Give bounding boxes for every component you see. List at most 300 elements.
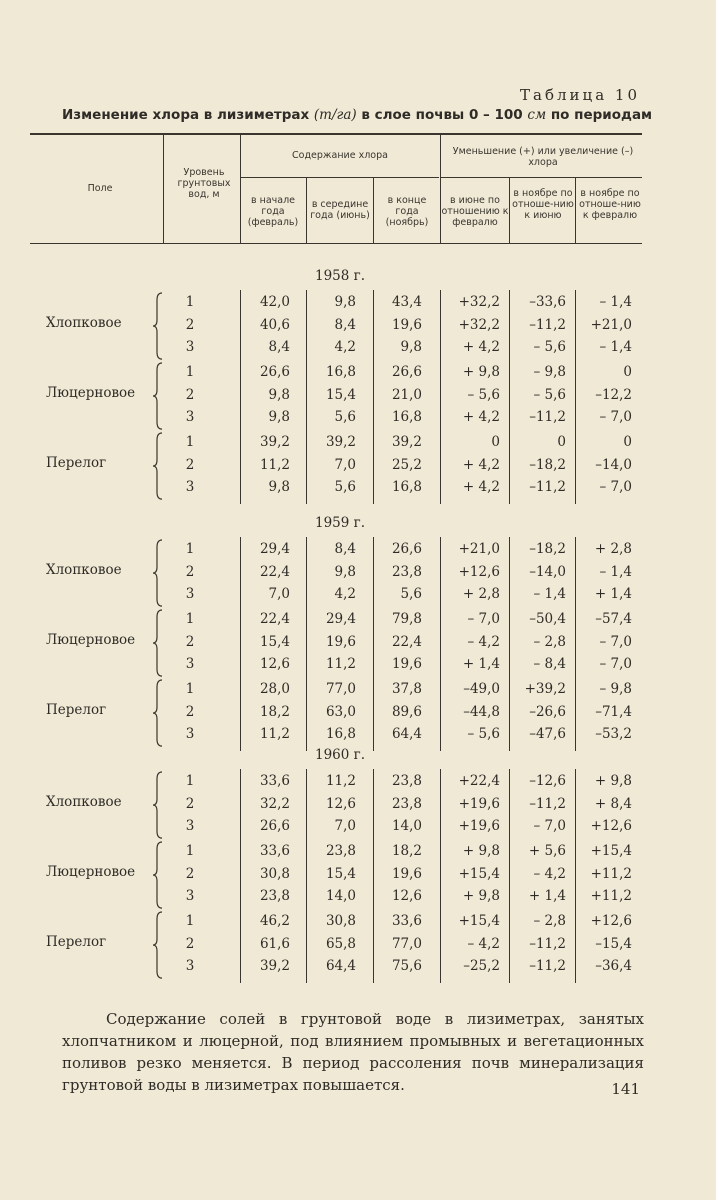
value-cell: –14,0 bbox=[595, 456, 632, 473]
value-cell: 39,2 bbox=[325, 434, 356, 450]
value-cell: 9,8 bbox=[268, 409, 290, 426]
value-cell: + 4,2 bbox=[462, 409, 500, 426]
value-cell: 40,6 bbox=[259, 316, 290, 333]
column-rule bbox=[440, 909, 441, 983]
value-cell: – 2,8 bbox=[533, 913, 566, 929]
value-cell: 12,6 bbox=[259, 656, 290, 673]
value-cell: + 8,4 bbox=[594, 795, 632, 812]
value-cell: – 5,6 bbox=[467, 726, 500, 743]
value-cell: 9,8 bbox=[268, 386, 290, 403]
column-rule bbox=[575, 909, 576, 983]
value-cell: 11,2 bbox=[259, 456, 290, 473]
value-cell: – 1,4 bbox=[599, 294, 632, 310]
value-cell: + 5,6 bbox=[528, 843, 566, 859]
value-cell: 22,4 bbox=[259, 563, 290, 580]
brace-path bbox=[153, 433, 162, 499]
column-rule bbox=[440, 607, 441, 681]
value-cell: +39,2 bbox=[524, 681, 566, 697]
column-rule bbox=[240, 909, 241, 983]
value-cell: –33,6 bbox=[529, 294, 566, 310]
brace-path bbox=[153, 842, 162, 908]
column-rule bbox=[509, 677, 510, 751]
value-cell: 4,2 bbox=[334, 586, 356, 603]
value-cell: – 4,2 bbox=[533, 865, 566, 882]
column-rule bbox=[509, 769, 510, 843]
value-cell: 9,8 bbox=[400, 339, 422, 356]
value-cell: 7,0 bbox=[334, 456, 356, 473]
value-cell: +11,2 bbox=[590, 865, 632, 882]
value-cell: 19,6 bbox=[391, 865, 422, 882]
brace-icon bbox=[152, 841, 162, 909]
value-cell: – 7,0 bbox=[599, 633, 632, 650]
header-nov-feb: в ноябре по отноше-нию к февралю bbox=[579, 188, 641, 221]
value-cell: 37,8 bbox=[391, 681, 422, 697]
value-cell: 43,4 bbox=[391, 294, 422, 310]
value-cell: –50,4 bbox=[529, 611, 566, 627]
value-cell: –26,6 bbox=[529, 703, 566, 720]
body-paragraph: Содержание солей в грунтовой воде в лизиметрах, занятых хлопчатником и люцерной, под влиянием промывных и вегетационных поливов резко меняется. В период рассоления почв минерализация грунтовой воды в лизиметрах повышается. bbox=[62, 1010, 644, 1094]
column-rule bbox=[306, 677, 307, 751]
value-cell: 63,0 bbox=[325, 703, 356, 720]
column-rule bbox=[440, 537, 441, 611]
value-cell: 61,6 bbox=[259, 935, 290, 952]
value-cell: –44,8 bbox=[463, 703, 500, 720]
level-cell: 3 bbox=[185, 888, 195, 905]
level-cell: 1 bbox=[185, 773, 195, 789]
brace-path bbox=[153, 610, 162, 676]
value-cell: – 4,2 bbox=[467, 935, 500, 952]
value-cell: 5,6 bbox=[334, 479, 356, 496]
header-level: Уровень грунтовых вод, м bbox=[177, 167, 231, 200]
value-cell: 14,0 bbox=[391, 818, 422, 835]
caption-unit-cm: см bbox=[527, 107, 547, 123]
value-cell: +32,2 bbox=[458, 294, 500, 310]
value-cell: 5,6 bbox=[400, 586, 422, 603]
level-cell: 3 bbox=[185, 409, 195, 426]
value-cell: – 1,4 bbox=[599, 339, 632, 356]
brace-path bbox=[153, 772, 162, 838]
column-rule bbox=[575, 360, 576, 434]
level-cell: 1 bbox=[185, 913, 195, 929]
column-rule bbox=[240, 769, 241, 843]
header-middle: в середине года (июнь) bbox=[310, 199, 370, 221]
value-cell: +15,4 bbox=[458, 913, 500, 929]
value-cell: 19,6 bbox=[325, 633, 356, 650]
header-divider bbox=[163, 134, 164, 243]
value-cell: 4,2 bbox=[334, 339, 356, 356]
value-cell: 77,0 bbox=[391, 935, 422, 952]
column-rule bbox=[373, 839, 374, 913]
value-cell: 8,4 bbox=[334, 541, 356, 557]
level-cell: 1 bbox=[185, 294, 195, 310]
column-rule bbox=[373, 607, 374, 681]
value-cell: 16,8 bbox=[325, 726, 356, 743]
value-cell: +32,2 bbox=[458, 316, 500, 333]
value-cell: –15,4 bbox=[595, 935, 632, 952]
value-cell: 23,8 bbox=[259, 888, 290, 905]
value-cell: 19,6 bbox=[391, 316, 422, 333]
value-cell: –36,4 bbox=[595, 958, 632, 975]
value-cell: 9,8 bbox=[334, 563, 356, 580]
value-cell: 0 bbox=[623, 364, 632, 380]
value-cell: + 9,8 bbox=[594, 773, 632, 789]
value-cell: + 2,8 bbox=[594, 541, 632, 557]
header-content: Содержание хлора bbox=[292, 150, 388, 161]
field-name: Хлопковое bbox=[46, 561, 122, 578]
level-cell: 2 bbox=[185, 456, 195, 473]
value-cell: 22,4 bbox=[259, 611, 290, 627]
field-name: Люцерновое bbox=[46, 384, 136, 401]
value-cell: 65,8 bbox=[325, 935, 356, 952]
level-cell: 3 bbox=[185, 339, 195, 356]
value-cell: –47,6 bbox=[529, 726, 566, 743]
column-rule bbox=[306, 430, 307, 504]
brace-icon bbox=[152, 771, 162, 839]
value-cell: + 1,4 bbox=[594, 586, 632, 603]
brace-path bbox=[153, 912, 162, 978]
value-cell: 28,0 bbox=[259, 681, 290, 697]
header-divider bbox=[575, 178, 576, 243]
value-cell: 12,6 bbox=[325, 795, 356, 812]
value-cell: 11,2 bbox=[259, 726, 290, 743]
change-subheader-rule bbox=[441, 177, 642, 178]
level-cell: 1 bbox=[185, 541, 195, 557]
column-rule bbox=[440, 290, 441, 364]
value-cell: – 7,0 bbox=[599, 656, 632, 673]
column-rule bbox=[373, 769, 374, 843]
value-cell: 15,4 bbox=[325, 386, 356, 403]
column-rule bbox=[440, 677, 441, 751]
level-cell: 3 bbox=[185, 586, 195, 603]
value-cell: 0 bbox=[557, 434, 566, 450]
value-cell: – 9,8 bbox=[599, 681, 632, 697]
level-cell: 2 bbox=[185, 795, 195, 812]
column-rule bbox=[240, 360, 241, 434]
value-cell: 23,8 bbox=[391, 795, 422, 812]
brace-path bbox=[153, 363, 162, 429]
value-cell: 75,6 bbox=[391, 958, 422, 975]
value-cell: +12,6 bbox=[458, 563, 500, 580]
value-cell: –57,4 bbox=[595, 611, 632, 627]
value-cell: 39,2 bbox=[391, 434, 422, 450]
value-cell: 77,0 bbox=[325, 681, 356, 697]
value-cell: – 8,4 bbox=[533, 656, 566, 673]
level-cell: 2 bbox=[185, 563, 195, 580]
column-rule bbox=[240, 607, 241, 681]
value-cell: –11,2 bbox=[529, 795, 566, 812]
header-field: Поле bbox=[87, 183, 113, 194]
level-cell: 3 bbox=[185, 479, 195, 496]
value-cell: 19,6 bbox=[391, 656, 422, 673]
value-cell: 8,4 bbox=[268, 339, 290, 356]
field-name: Хлопковое bbox=[46, 793, 122, 810]
column-rule bbox=[373, 909, 374, 983]
value-cell: + 4,2 bbox=[462, 479, 500, 496]
field-name: Перелог bbox=[46, 701, 107, 718]
value-cell: 29,4 bbox=[325, 611, 356, 627]
value-cell: – 1,4 bbox=[599, 563, 632, 580]
value-cell: 22,4 bbox=[391, 633, 422, 650]
column-rule bbox=[306, 839, 307, 913]
value-cell: 79,8 bbox=[391, 611, 422, 627]
value-cell: 26,6 bbox=[391, 364, 422, 380]
value-cell: – 7,0 bbox=[599, 479, 632, 496]
value-cell: +12,6 bbox=[590, 913, 632, 929]
column-rule bbox=[575, 839, 576, 913]
value-cell: –25,2 bbox=[463, 958, 500, 975]
value-cell: – 7,0 bbox=[467, 611, 500, 627]
caption-text-mid: в слое почвы 0 – 100 bbox=[361, 107, 523, 123]
brace-path bbox=[153, 540, 162, 606]
header-change: Уменьшение (+) или увеличение (–) хлора bbox=[452, 146, 634, 168]
value-cell: 0 bbox=[491, 434, 500, 450]
field-name: Люцерновое bbox=[46, 863, 136, 880]
level-cell: 1 bbox=[185, 364, 195, 380]
value-cell: 8,4 bbox=[334, 316, 356, 333]
value-cell: – 7,0 bbox=[599, 409, 632, 426]
value-cell: + 9,8 bbox=[462, 888, 500, 905]
value-cell: +19,6 bbox=[458, 795, 500, 812]
column-rule bbox=[575, 677, 576, 751]
header-divider bbox=[509, 178, 510, 243]
level-cell: 3 bbox=[185, 818, 195, 835]
value-cell: –18,2 bbox=[529, 456, 566, 473]
value-cell: –71,4 bbox=[595, 703, 632, 720]
value-cell: +21,0 bbox=[458, 541, 500, 557]
field-name: Перелог bbox=[46, 454, 107, 471]
header-start: в начале года (февраль) bbox=[247, 195, 299, 228]
year-heading: 1958 г. bbox=[314, 268, 365, 284]
value-cell: + 1,4 bbox=[462, 656, 500, 673]
column-rule bbox=[575, 537, 576, 611]
value-cell: –49,0 bbox=[463, 681, 500, 697]
column-rule bbox=[373, 290, 374, 364]
value-cell: 39,2 bbox=[259, 434, 290, 450]
value-cell: –12,2 bbox=[595, 386, 632, 403]
value-cell: –11,2 bbox=[529, 316, 566, 333]
value-cell: + 1,4 bbox=[528, 888, 566, 905]
level-cell: 1 bbox=[185, 611, 195, 627]
value-cell: 29,4 bbox=[259, 541, 290, 557]
value-cell: 46,2 bbox=[259, 913, 290, 929]
column-rule bbox=[306, 769, 307, 843]
value-cell: 18,2 bbox=[259, 703, 290, 720]
level-cell: 2 bbox=[185, 316, 195, 333]
value-cell: 5,6 bbox=[334, 409, 356, 426]
column-rule bbox=[373, 677, 374, 751]
value-cell: +12,6 bbox=[590, 818, 632, 835]
value-cell: 15,4 bbox=[325, 865, 356, 882]
value-cell: – 9,8 bbox=[533, 364, 566, 380]
column-rule bbox=[306, 607, 307, 681]
level-cell: 2 bbox=[185, 865, 195, 882]
column-rule bbox=[373, 430, 374, 504]
value-cell: – 1,4 bbox=[533, 586, 566, 603]
table-caption bbox=[62, 107, 662, 123]
column-rule bbox=[509, 909, 510, 983]
value-cell: 64,4 bbox=[391, 726, 422, 743]
value-cell: +11,2 bbox=[590, 888, 632, 905]
level-cell: 2 bbox=[185, 633, 195, 650]
value-cell: 12,6 bbox=[391, 888, 422, 905]
value-cell: 30,8 bbox=[259, 865, 290, 882]
value-cell: 9,8 bbox=[334, 294, 356, 310]
column-rule bbox=[306, 360, 307, 434]
column-rule bbox=[575, 430, 576, 504]
year-heading: 1959 г. bbox=[314, 515, 365, 531]
value-cell: 7,0 bbox=[334, 818, 356, 835]
header-divider bbox=[240, 134, 241, 243]
caption-unit: (т/га) bbox=[313, 107, 357, 123]
year-heading: 1960 г. bbox=[314, 747, 365, 763]
value-cell: + 4,2 bbox=[462, 456, 500, 473]
value-cell: 33,6 bbox=[259, 773, 290, 789]
header-nov-june: в ноябре по отноше-нию к июню bbox=[512, 188, 574, 221]
value-cell: 23,8 bbox=[391, 773, 422, 789]
value-cell: – 5,6 bbox=[533, 386, 566, 403]
column-rule bbox=[240, 677, 241, 751]
header-end: в конце года (ноябрь) bbox=[385, 195, 429, 228]
value-cell: 16,8 bbox=[391, 409, 422, 426]
column-rule bbox=[306, 537, 307, 611]
header-divider bbox=[373, 178, 374, 243]
value-cell: 30,8 bbox=[325, 913, 356, 929]
header-divider bbox=[306, 178, 307, 243]
level-cell: 1 bbox=[185, 843, 195, 859]
value-cell: 25,2 bbox=[391, 456, 422, 473]
value-cell: 15,4 bbox=[259, 633, 290, 650]
value-cell: –18,2 bbox=[529, 541, 566, 557]
brace-path bbox=[153, 293, 162, 359]
value-cell: +19,6 bbox=[458, 818, 500, 835]
field-name: Хлопковое bbox=[46, 314, 122, 331]
value-cell: 26,6 bbox=[259, 364, 290, 380]
value-cell: 33,6 bbox=[259, 843, 290, 859]
value-cell: +15,4 bbox=[458, 865, 500, 882]
value-cell: 26,6 bbox=[259, 818, 290, 835]
column-rule bbox=[509, 537, 510, 611]
value-cell: + 9,8 bbox=[462, 364, 500, 380]
content-subheader-rule bbox=[241, 177, 439, 178]
value-cell: +15,4 bbox=[590, 843, 632, 859]
column-rule bbox=[240, 290, 241, 364]
value-cell: 9,8 bbox=[268, 479, 290, 496]
level-cell: 3 bbox=[185, 726, 195, 743]
caption-text-end: по периодам bbox=[550, 107, 653, 123]
column-rule bbox=[440, 839, 441, 913]
value-cell: 23,8 bbox=[325, 843, 356, 859]
value-cell: 18,2 bbox=[391, 843, 422, 859]
page-number: 141 bbox=[611, 1080, 640, 1098]
value-cell: –11,2 bbox=[529, 479, 566, 496]
table-number: Таблица 10 bbox=[520, 86, 640, 104]
value-cell: –11,2 bbox=[529, 409, 566, 426]
column-rule bbox=[440, 769, 441, 843]
value-cell: 64,4 bbox=[325, 958, 356, 975]
value-cell: + 2,8 bbox=[462, 586, 500, 603]
column-rule bbox=[306, 290, 307, 364]
column-rule bbox=[440, 430, 441, 504]
column-rule bbox=[440, 360, 441, 434]
value-cell: 0 bbox=[623, 434, 632, 450]
value-cell: 23,8 bbox=[391, 563, 422, 580]
level-cell: 1 bbox=[185, 681, 195, 697]
column-rule bbox=[509, 839, 510, 913]
brace-icon bbox=[152, 911, 162, 979]
level-cell: 1 bbox=[185, 434, 195, 450]
field-name: Перелог bbox=[46, 933, 107, 950]
level-cell: 2 bbox=[185, 386, 195, 403]
caption-text-start: Изменение хлора в лизиметрах bbox=[62, 107, 310, 123]
column-rule bbox=[509, 360, 510, 434]
value-cell: 11,2 bbox=[325, 656, 356, 673]
brace-icon bbox=[152, 432, 162, 500]
value-cell: +21,0 bbox=[590, 316, 632, 333]
header-june-feb: в июне по отношению к февралю bbox=[441, 195, 509, 228]
column-rule bbox=[373, 360, 374, 434]
level-cell: 3 bbox=[185, 958, 195, 975]
brace-icon bbox=[152, 539, 162, 607]
brace-path bbox=[153, 680, 162, 746]
value-cell: –53,2 bbox=[595, 726, 632, 743]
value-cell: + 9,8 bbox=[462, 843, 500, 859]
value-cell: – 7,0 bbox=[533, 818, 566, 835]
column-rule bbox=[575, 769, 576, 843]
table-top-rule-2 bbox=[30, 134, 642, 135]
value-cell: 33,6 bbox=[391, 913, 422, 929]
value-cell: – 5,6 bbox=[467, 386, 500, 403]
brace-icon bbox=[152, 679, 162, 747]
value-cell: – 2,8 bbox=[533, 633, 566, 650]
value-cell: 21,0 bbox=[391, 386, 422, 403]
brace-icon bbox=[152, 292, 162, 360]
value-cell: –11,2 bbox=[529, 958, 566, 975]
value-cell: 16,8 bbox=[325, 364, 356, 380]
brace-icon bbox=[152, 609, 162, 677]
value-cell: 42,0 bbox=[259, 294, 290, 310]
level-cell: 2 bbox=[185, 703, 195, 720]
column-rule bbox=[373, 537, 374, 611]
brace-icon bbox=[152, 362, 162, 430]
level-cell: 3 bbox=[185, 656, 195, 673]
value-cell: –12,6 bbox=[529, 773, 566, 789]
value-cell: – 4,2 bbox=[467, 633, 500, 650]
value-cell: –14,0 bbox=[529, 563, 566, 580]
value-cell: + 4,2 bbox=[462, 339, 500, 356]
column-rule bbox=[240, 537, 241, 611]
value-cell: 32,2 bbox=[259, 795, 290, 812]
column-rule bbox=[575, 607, 576, 681]
column-rule bbox=[509, 607, 510, 681]
value-cell: – 5,6 bbox=[533, 339, 566, 356]
value-cell: 7,0 bbox=[268, 586, 290, 603]
header-bottom-rule bbox=[30, 243, 642, 244]
column-rule bbox=[509, 430, 510, 504]
value-cell: –11,2 bbox=[529, 935, 566, 952]
column-rule bbox=[240, 839, 241, 913]
level-cell: 2 bbox=[185, 935, 195, 952]
value-cell: 11,2 bbox=[325, 773, 356, 789]
value-cell: 14,0 bbox=[325, 888, 356, 905]
column-rule bbox=[575, 290, 576, 364]
column-rule bbox=[306, 909, 307, 983]
value-cell: 89,6 bbox=[391, 703, 422, 720]
value-cell: 26,6 bbox=[391, 541, 422, 557]
value-cell: 16,8 bbox=[391, 479, 422, 496]
field-name: Люцерновое bbox=[46, 631, 136, 648]
column-rule bbox=[240, 430, 241, 504]
value-cell: +22,4 bbox=[458, 773, 500, 789]
